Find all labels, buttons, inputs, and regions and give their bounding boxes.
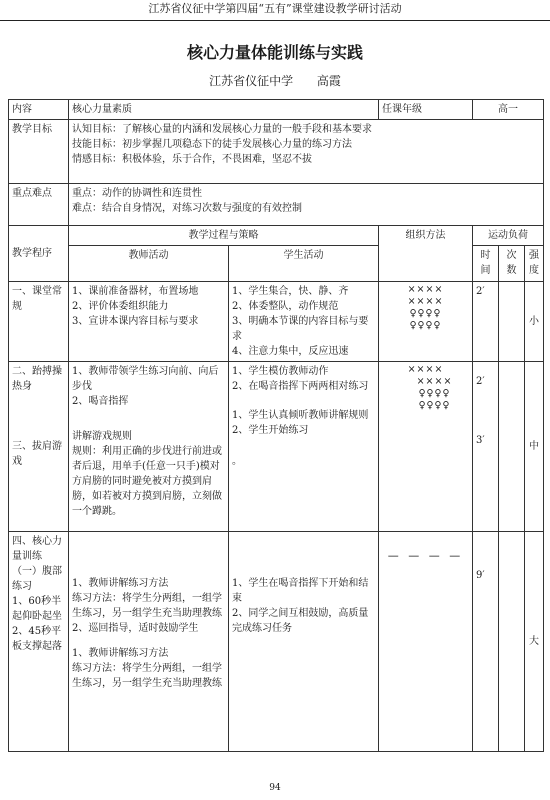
objective-item: 认知目标：了解核心量的内涵和发展核心力量的一般手段和基本要求	[72, 124, 372, 135]
stage-cell: 一、课堂常规	[9, 282, 69, 362]
page-title: 核心力量体能训练与实践	[186, 43, 363, 62]
student-item: 2、在喝音指挥下两两相对练习	[232, 381, 369, 392]
grade-value: 高一	[473, 100, 544, 120]
formation-line: ××××	[407, 296, 444, 307]
content-value: 核心力量素质	[69, 100, 379, 120]
count-label: 次数	[499, 246, 525, 282]
formation-line: — — — —	[387, 549, 464, 562]
objectives-list	[69, 120, 544, 184]
teacher-item: 规则：利用正确的步伐进行前进或者后退，用单手(任意一只手)模对方肩膀的同时避免被对方摸到肩膀，如若被对方摸到肩膀，立刻做一个蹲跳。	[72, 446, 222, 517]
teacher-activity	[69, 532, 229, 752]
author-name: 高霞	[316, 74, 341, 88]
intensity-cell: 大	[525, 532, 544, 752]
time-value: 3′	[476, 435, 485, 446]
stage-label: 二、跆搏操热身	[12, 366, 62, 392]
intensity-cell: 小	[525, 282, 544, 362]
formation-line: ♀♀♀♀	[418, 400, 451, 411]
grade-label: 任课年级	[379, 100, 473, 120]
student-activity	[229, 532, 379, 752]
formation-line: ♀♀♀♀	[409, 308, 442, 319]
student-item: 2、体委整队，动作规范	[232, 301, 339, 312]
process-header-row	[9, 226, 544, 246]
keypoints-row	[9, 184, 544, 226]
time-cell	[473, 532, 499, 752]
page-header: 江苏省仪征中学第四届“五有”课堂建设教学研讨活动	[0, 0, 550, 21]
time-cell	[473, 362, 499, 532]
count-cell	[499, 282, 525, 362]
time-value: 9′	[476, 570, 485, 581]
student-item: 1、学生模仿教师动作	[232, 366, 329, 377]
teacher-item: 练习方法：将学生分两组，一组学生练习，另一组学生充当助理教练	[72, 593, 222, 619]
stage-label: 三、拔肩游戏	[12, 441, 62, 467]
program-label: 教学程序	[9, 226, 69, 282]
time-label: 时间	[473, 246, 499, 282]
objectives-label: 教学目标	[9, 120, 69, 184]
teacher-activity	[69, 282, 229, 362]
content-label: 内容	[9, 100, 69, 120]
student-item: 4、注意力集中，反应迅速	[232, 346, 349, 357]
student-item: 1、学生认真倾听教师讲解规则	[232, 410, 369, 421]
formation-line: ××××	[407, 284, 444, 295]
stage-cell	[9, 532, 69, 752]
student-item: 2、学生开始练习	[232, 425, 309, 436]
objective-item: 技能目标：初步掌握几项稳态下的徒手发展核心力量的练习方法	[72, 139, 352, 150]
student-item: 1、学生在喝音指挥下开始和结束	[232, 578, 369, 604]
keypoints-label: 重点难点	[9, 184, 69, 226]
count-cell	[499, 362, 525, 532]
student-activity	[229, 282, 379, 362]
stage-row-1	[9, 282, 544, 362]
stage-cell	[9, 362, 69, 532]
student-item: 3、明确本节课的内容目标与要求	[232, 316, 369, 342]
teacher-item: 2、巡回指导，适时鼓励学生	[72, 623, 199, 634]
load-label: 运动负荷	[473, 226, 544, 246]
teacher-item: 练习方法：将学生分两组，一组学生练习，另一组学生充当助理教练	[72, 663, 222, 689]
objective-item: 情感目标：积极体验，乐于合作，不畏困难，坚忍不拔	[72, 154, 312, 165]
teacher-label: 教师活动	[69, 246, 229, 282]
teacher-item: 1、教师带领学生练习向前、向后步伐	[72, 366, 219, 392]
keypoints-list	[69, 184, 544, 226]
objectives-row	[9, 120, 544, 184]
teacher-item: 讲解游戏规则	[72, 431, 132, 442]
school-name: 江苏省仪征中学	[209, 74, 294, 88]
stage-sub-item: 2、45秒平板支撑起落	[12, 626, 62, 652]
process-label: 教学过程与策略	[69, 226, 379, 246]
student-item: 。	[232, 456, 242, 467]
formation-cell	[379, 282, 473, 362]
stage-row-3	[9, 532, 544, 752]
author-line	[0, 72, 550, 89]
teacher-item: 2、喝音指挥	[72, 396, 129, 407]
student-activity	[229, 362, 379, 532]
formation-line: ♀♀♀♀	[409, 320, 442, 331]
teacher-item: 2、评价体委组织能力	[72, 301, 169, 312]
intensity-cell: 中	[525, 362, 544, 532]
formation-line: ××××	[407, 364, 444, 375]
time-cell: 2′	[473, 282, 499, 362]
student-item: 2、同学之间互相鼓励，高质量完成练习任务	[232, 608, 369, 634]
org-label: 组织方法	[379, 226, 473, 282]
formation-line: ♀♀♀♀	[418, 388, 451, 399]
stage-sub-item: 1、60秒半起仰卧起坐	[12, 596, 62, 622]
page-number: 94	[269, 783, 281, 793]
formation-line: ××××	[416, 376, 453, 387]
teacher-item: 1、教师讲解练习方法	[72, 578, 169, 589]
teacher-activity	[69, 362, 229, 532]
lesson-plan-table	[8, 99, 544, 752]
student-label: 学生活动	[229, 246, 379, 282]
keypoint-item: 重点：动作的协调性和连贯性	[72, 188, 202, 199]
teacher-item: 1、课前准备器材，布置场地	[72, 286, 199, 297]
intensity-label: 强度	[525, 246, 544, 282]
student-item: 1、学生集合，快、静、齐	[232, 286, 349, 297]
stage-label: 四、核心力量训练	[12, 536, 62, 562]
info-row	[9, 100, 544, 120]
teacher-item: 3、宣讲本课内容目标与要求	[72, 316, 199, 327]
formation-cell	[379, 532, 473, 752]
formation-cell	[379, 362, 473, 532]
teacher-item: 1、教师讲解练习方法	[72, 648, 169, 659]
stage-sub-item: （一）腹部练习	[12, 566, 62, 592]
time-value: 2′	[476, 376, 485, 387]
count-cell	[499, 532, 525, 752]
stage-row-2	[9, 362, 544, 532]
keypoint-item: 难点：结合自身情况，对练习次数与强度的有效控制	[72, 203, 302, 214]
